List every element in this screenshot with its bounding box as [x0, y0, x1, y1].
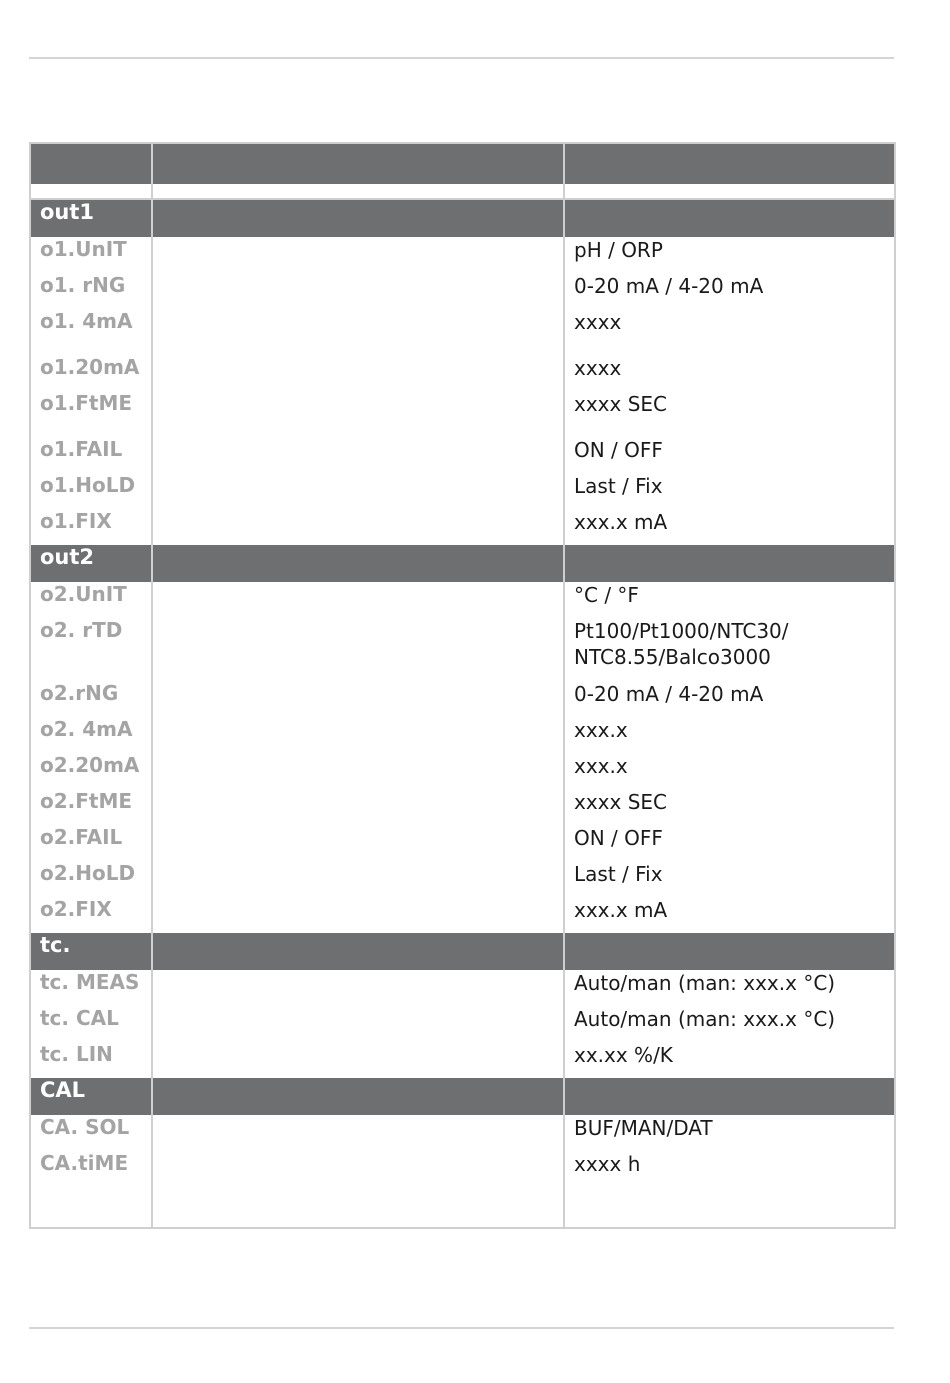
spacer-row: [30, 1187, 895, 1228]
parameter-value: xxx.x mA: [564, 897, 895, 933]
parameter-code: o1. rNG: [30, 273, 152, 309]
table-row: [30, 861, 895, 897]
table-row: [30, 1006, 895, 1042]
parameter-code: CA. SOL: [30, 1115, 152, 1151]
parameter-value: [564, 618, 895, 681]
parameter-table: [29, 142, 896, 1229]
parameter-code: o2.UnIT: [30, 582, 152, 618]
table-row: [30, 355, 895, 391]
parameter-code: o2.rNG: [30, 681, 152, 717]
bottom-rule: [29, 1327, 894, 1329]
parameter-value: xxxx h: [564, 1151, 895, 1187]
parameter-value: xx.xx %/K: [564, 1042, 895, 1078]
parameter-code: tc. MEAS: [30, 970, 152, 1006]
table-row: [30, 825, 895, 861]
table-row: [30, 681, 895, 717]
parameter-value: ON / OFF: [564, 437, 895, 473]
parameter-code: tc. CAL: [30, 1006, 152, 1042]
table-row: [30, 309, 895, 355]
table-row: [30, 897, 895, 933]
table-row: [30, 789, 895, 825]
top-rule: [29, 57, 894, 59]
table-row: [30, 970, 895, 1006]
table-row: [30, 1151, 895, 1187]
section-header-cal: [30, 1078, 895, 1115]
parameter-code: o1.HoLD: [30, 473, 152, 509]
parameter-value: pH / ORP: [564, 237, 895, 273]
parameter-value: Auto/man (man: xxx.x °C): [564, 970, 895, 1006]
section-label: tc.: [30, 933, 152, 970]
table-row: [30, 582, 895, 618]
table-row: [30, 273, 895, 309]
table-row: [30, 618, 895, 681]
parameter-value: xxx.x mA: [564, 509, 895, 545]
value-line-1: Pt100/Pt1000/NTC30/: [574, 619, 789, 643]
parameter-value: 0-20 mA / 4-20 mA: [564, 681, 895, 717]
table-header-row: [30, 143, 895, 184]
parameter-code: CA.tiME: [30, 1151, 152, 1187]
header-cell: [152, 143, 564, 184]
header-cell: [564, 143, 895, 184]
parameter-value: BUF/MAN/DAT: [564, 1115, 895, 1151]
parameter-code: o1. 4mA: [30, 309, 152, 355]
parameter-value: xxxx: [564, 309, 895, 355]
parameter-code: o2.FtME: [30, 789, 152, 825]
parameter-value: xxxx: [564, 355, 895, 391]
parameter-value: xxxx SEC: [564, 789, 895, 825]
header-cell: [30, 143, 152, 184]
parameter-value: xxx.x: [564, 753, 895, 789]
parameter-value: Last / Fix: [564, 473, 895, 509]
table-row: [30, 437, 895, 473]
table-row: [30, 1042, 895, 1078]
parameter-code: o1.FAIL: [30, 437, 152, 473]
parameter-value: xxx.x: [564, 717, 895, 753]
parameter-code: o2.HoLD: [30, 861, 152, 897]
section-header-out1: [30, 199, 895, 237]
section-label: CAL: [30, 1078, 152, 1115]
table-row: [30, 1115, 895, 1151]
table-row: [30, 509, 895, 545]
spacer-row: [30, 184, 895, 199]
parameter-value: Last / Fix: [564, 861, 895, 897]
parameter-code: o1.20mA: [30, 355, 152, 391]
parameter-value: ON / OFF: [564, 825, 895, 861]
table-row: [30, 473, 895, 509]
section-label: out2: [30, 545, 152, 582]
section-header-tc: [30, 933, 895, 970]
parameter-value: 0-20 mA / 4-20 mA: [564, 273, 895, 309]
parameter-code: o2.FAIL: [30, 825, 152, 861]
parameter-code: o2.20mA: [30, 753, 152, 789]
parameter-code: o1.UnIT: [30, 237, 152, 273]
section-label: out1: [30, 199, 152, 237]
parameter-code: o2.FIX: [30, 897, 152, 933]
section-header-out2: [30, 545, 895, 582]
parameter-code: o2. rTD: [30, 618, 152, 681]
parameter-code: o2. 4mA: [30, 717, 152, 753]
table-row: [30, 237, 895, 273]
parameter-code: o1.FtME: [30, 391, 152, 437]
table-row: [30, 717, 895, 753]
value-line-2: NTC8.55/Balco3000: [574, 645, 771, 669]
parameter-code: tc. LIN: [30, 1042, 152, 1078]
parameter-code: o1.FIX: [30, 509, 152, 545]
parameter-value: xxxx SEC: [564, 391, 895, 437]
parameter-value: °C / °F: [564, 582, 895, 618]
table-row: [30, 753, 895, 789]
parameter-value: Auto/man (man: xxx.x °C): [564, 1006, 895, 1042]
table-row: [30, 391, 895, 437]
